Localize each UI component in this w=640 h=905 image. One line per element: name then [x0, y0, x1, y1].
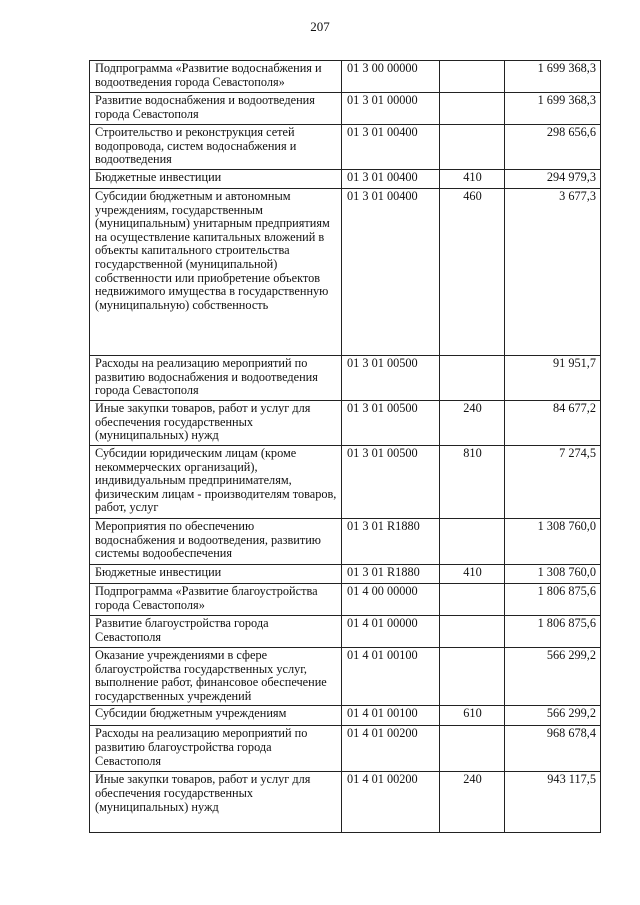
row-name: Расходы на реализацию мероприятий по развитию благоустройства города Севастополя — [90, 726, 342, 772]
row-amount: 84 677,2 — [505, 401, 601, 446]
row-type: 810 — [440, 446, 505, 519]
row-type — [440, 726, 505, 772]
row-name: Субсидии бюджетным и автономным учреждениям, государственным (муниципальным) унитарным предприятиям на осуществление капитальных вложений в объекты капитального строительства государственной (муниципальной) собственности или приобретение объектов недвижимого имущества в государственную (муниципальную) собственность — [90, 189, 342, 356]
table-row — [90, 446, 601, 519]
row-amount: 298 656,6 — [505, 125, 601, 170]
row-name: Развитие водоснабжения и водоотведения города Севастополя — [90, 93, 342, 125]
table-row — [90, 125, 601, 170]
row-code: 01 4 00 00000 — [342, 584, 440, 616]
row-name: Бюджетные инвестиции — [90, 565, 342, 584]
row-type — [440, 356, 505, 401]
table-row — [90, 616, 601, 648]
row-type: 610 — [440, 706, 505, 726]
row-code: 01 3 01 R1880 — [342, 519, 440, 565]
table-row — [90, 519, 601, 565]
row-type: 240 — [440, 401, 505, 446]
page-number: 207 — [310, 19, 330, 34]
row-code: 01 3 01 00400 — [342, 170, 440, 189]
row-amount: 1 806 875,6 — [505, 616, 601, 648]
row-name: Развитие благоустройства города Севастополя — [90, 616, 342, 648]
row-code: 01 3 00 00000 — [342, 61, 440, 93]
table-row — [90, 648, 601, 706]
row-type: 460 — [440, 189, 505, 356]
table-row — [90, 189, 601, 356]
row-amount: 1 308 760,0 — [505, 565, 601, 584]
row-amount: 566 299,2 — [505, 648, 601, 706]
row-name: Иные закупки товаров, работ и услуг для обеспечения государственных (муниципальных) нужд — [90, 772, 342, 833]
row-code: 01 3 01 R1880 — [342, 565, 440, 584]
table-row — [90, 61, 601, 93]
row-type — [440, 61, 505, 93]
row-code: 01 3 01 00400 — [342, 189, 440, 356]
row-name: Иные закупки товаров, работ и услуг для обеспечения государственных (муниципальных) нужд — [90, 401, 342, 446]
row-amount: 1 806 875,6 — [505, 584, 601, 616]
row-amount: 294 979,3 — [505, 170, 601, 189]
row-name: Мероприятия по обеспечению водоснабжения и водоотведения, развитию системы водообеспечения — [90, 519, 342, 565]
row-amount: 1 699 368,3 — [505, 93, 601, 125]
row-amount: 968 678,4 — [505, 726, 601, 772]
table-row — [90, 706, 601, 726]
row-code: 01 4 01 00100 — [342, 648, 440, 706]
row-type — [440, 519, 505, 565]
table-row — [90, 170, 601, 189]
row-type — [440, 584, 505, 616]
row-type: 410 — [440, 565, 505, 584]
row-amount: 1 308 760,0 — [505, 519, 601, 565]
row-name: Расходы на реализацию мероприятий по развитию водоснабжения и водоотведения города Севастополя — [90, 356, 342, 401]
row-amount: 3 677,3 — [505, 189, 601, 356]
table-row — [90, 772, 601, 833]
table-row — [90, 356, 601, 401]
row-type — [440, 93, 505, 125]
row-name: Подпрограмма «Развитие водоснабжения и водоотведения города Севастополя» — [90, 61, 342, 93]
row-amount: 7 274,5 — [505, 446, 601, 519]
row-code: 01 4 01 00200 — [342, 726, 440, 772]
row-amount: 1 699 368,3 — [505, 61, 601, 93]
row-code: 01 3 01 00500 — [342, 356, 440, 401]
row-code: 01 4 01 00100 — [342, 706, 440, 726]
row-code: 01 3 01 00400 — [342, 125, 440, 170]
row-code: 01 4 01 00000 — [342, 616, 440, 648]
row-type — [440, 648, 505, 706]
row-amount: 943 117,5 — [505, 772, 601, 833]
row-amount: 566 299,2 — [505, 706, 601, 726]
row-name: Субсидии юридическим лицам (кроме некоммерческих организаций), индивидуальным предпринимателям, физическим лицам - производителям товаров, работ, услуг — [90, 446, 342, 519]
table-row — [90, 93, 601, 125]
row-code: 01 3 01 00500 — [342, 446, 440, 519]
row-type — [440, 125, 505, 170]
row-type — [440, 616, 505, 648]
row-name: Оказание учреждениями в сфере благоустройства государственных услуг, выполнение работ, финансовое обеспечение государственных учреждений — [90, 648, 342, 706]
row-code: 01 3 01 00500 — [342, 401, 440, 446]
row-name: Субсидии бюджетным учреждениям — [90, 706, 342, 726]
budget-table — [89, 60, 601, 833]
row-code: 01 3 01 00000 — [342, 93, 440, 125]
row-code: 01 4 01 00200 — [342, 772, 440, 833]
table-row — [90, 726, 601, 772]
row-amount: 91 951,7 — [505, 356, 601, 401]
table-row — [90, 401, 601, 446]
row-name: Бюджетные инвестиции — [90, 170, 342, 189]
row-type: 410 — [440, 170, 505, 189]
row-name: Строительство и реконструкция сетей водопровода, систем водоснабжения и водоотведения — [90, 125, 342, 170]
table-row — [90, 565, 601, 584]
row-name: Подпрограмма «Развитие благоустройства города Севастополя» — [90, 584, 342, 616]
row-type: 240 — [440, 772, 505, 833]
table-row — [90, 584, 601, 616]
